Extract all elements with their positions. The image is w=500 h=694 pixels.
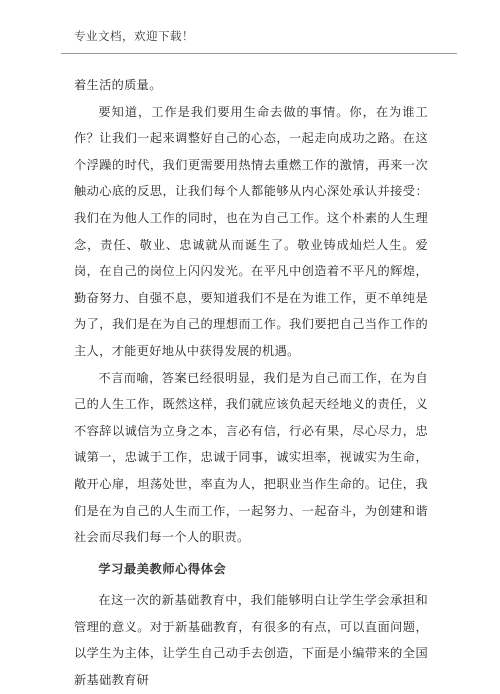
document-body	[74, 72, 428, 694]
paragraph-2: 不言而喻，答案已经很明显，我们是为自己而工作，在为自己的人生工作，既然这样，我们就应该负起天经地义的责任，义不容辞以诚信为立身之本，言必有信，行必有果，尽心尽力，忠诚第一，忠诚于工作，忠诚于同事，诚实坦率，视诚实为生命，敞开心扉，坦荡处世，率直为人，把职业当作生命的。记住，我们是在为自己的人生而工作，一起努力、一起奋斗，为创建和谐社会而尽我们每一个人的职责。	[74, 370, 428, 545]
page-header-text: 专业文档，欢迎下载！	[74, 29, 194, 43]
paragraph-1: 要知道，工作是我们要用生命去做的事情。你，在为谁工作？让我们一起来调整好自己的心态，一起走向成功之路。在这个浮躁的时代，我们更需要用热情去重燃工作的激情，再来一次触动心底的反思，让我们每个人都能够从内心深处承认并接受：我们在为他人工作的同时，也在为自己工作。这个朴素的人生理念，责任、敬业、忠诚就从而诞生了。敬业铸成灿烂人生。爱岗，在自己的岗位上闪闪发光。在平凡中创造着不平凡的辉煌，勤奋努力、自强不息，要知道我们不是在为谁工作，更不单纯是为了，我们是在为自己的理想而工作。我们要把自己当作工作的主人，才能更好地从中获得发展的机遇。	[74, 104, 428, 358]
section-title: 学习最美教师心得体会	[98, 561, 227, 576]
paragraph-continuation: 着生活的质量。	[74, 78, 162, 92]
header-divider	[61, 53, 457, 54]
paragraph-3: 在这一次的新基础教育中，我们能够明白让学生学会承担和管理的意义。对于新基础教育，有很多的有点，可以直面问题，以学生为主体，让学生自己动手去创造，下面是小编带来的全国新基础教育研	[74, 593, 428, 688]
